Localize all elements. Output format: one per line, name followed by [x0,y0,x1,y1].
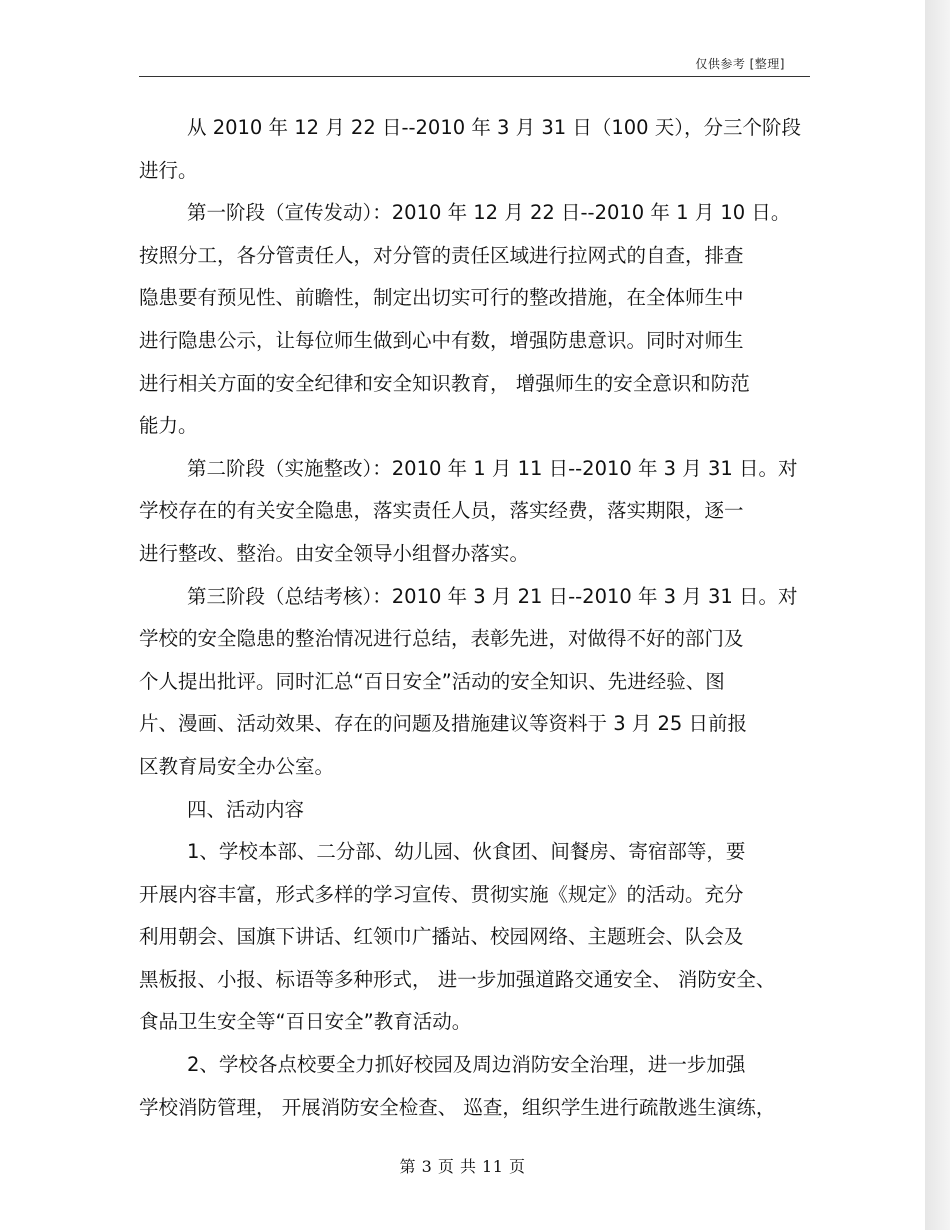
text-line: 2、学校各点校要全力抓好校园及周边消防安全治理，进一步加强 [187,1053,746,1077]
text-line: 学校消防管理， 开展消防安全检查、 巡查，组织学生进行疏散逃生演练， [139,1095,776,1119]
body-text [139,107,811,1129]
text-line: 食品卫生安全等“百日安全”教育活动。 [139,1010,472,1034]
text-line: 进行相关方面的安全纪律和安全知识教育， 增强师生的安全意识和防范 [139,371,750,395]
text-line: 学校存在的有关安全隐患，落实责任人员，落实经费，落实期限，逐一 [139,499,744,523]
text-line: 第三阶段（总结考核）：2010 年 3 月 21 日--2010 年 3 月 31 日。对 [187,584,798,608]
page-edge-shadow [925,0,950,1230]
header-note: 仅供参考 [整理] [695,57,785,71]
text-line: 开展内容丰富，形式多样的学习宣传、贯彻实施《规定》的活动。充分 [139,882,744,906]
text-line: 个人提出批评。同时汇总“百日安全”活动的安全知识、先进经验、图 [139,669,725,693]
section-heading: 四、活动内容 [187,797,305,821]
text-line: 能力。 [139,414,198,438]
header-rule [139,76,810,77]
text-line: 1、学校本部、二分部、幼儿园、伙食团、间餐房、寄宿部等，要 [187,840,746,864]
text-line: 学校的安全隐患的整治情况进行总结，表彰先进，对做得不好的部门及 [139,627,744,651]
text-line: 第二阶段（实施整改）：2010 年 1 月 11 日--2010 年 3 月 31 日。对 [187,456,798,480]
text-line: 进行隐患公示，让每位师生做到心中有数，增强防患意识。同时对师生 [139,328,744,352]
text-line: 从 2010 年 12 月 22 日--2010 年 3 月 31 日（100 天），分三个阶段 [187,116,802,139]
page-number: 第 3 页 共 11 页 [399,1157,526,1176]
text-line: 隐患要有预见性、前瞻性，制定出切实可行的整改措施，在全体师生中 [139,286,744,310]
text-line: 进行整改、整治。由安全领导小组督办落实。 [139,541,530,565]
text-line: 区教育局安全办公室。 [139,754,335,778]
text-line: 第一阶段（宣传发动）：2010 年 12 月 22 日--2010 年 1 月 10 日。 [187,201,791,225]
text-line: 黑板报、小报、标语等多种形式， 进一步加强道路交通安全、 消防安全、 [139,967,776,991]
text-line: 利用朝会、国旗下讲话、红领巾广播站、校园网络、主题班会、队会及 [139,925,744,949]
text-line: 片、漫画、活动效果、存在的问题及措施建议等资料于 3 月 25 日前报 [139,712,748,736]
text-line: 进行。 [139,158,198,182]
text-line: 按照分工，各分管责任人，对分管的责任区域进行拉网式的自查，排查 [139,243,744,267]
